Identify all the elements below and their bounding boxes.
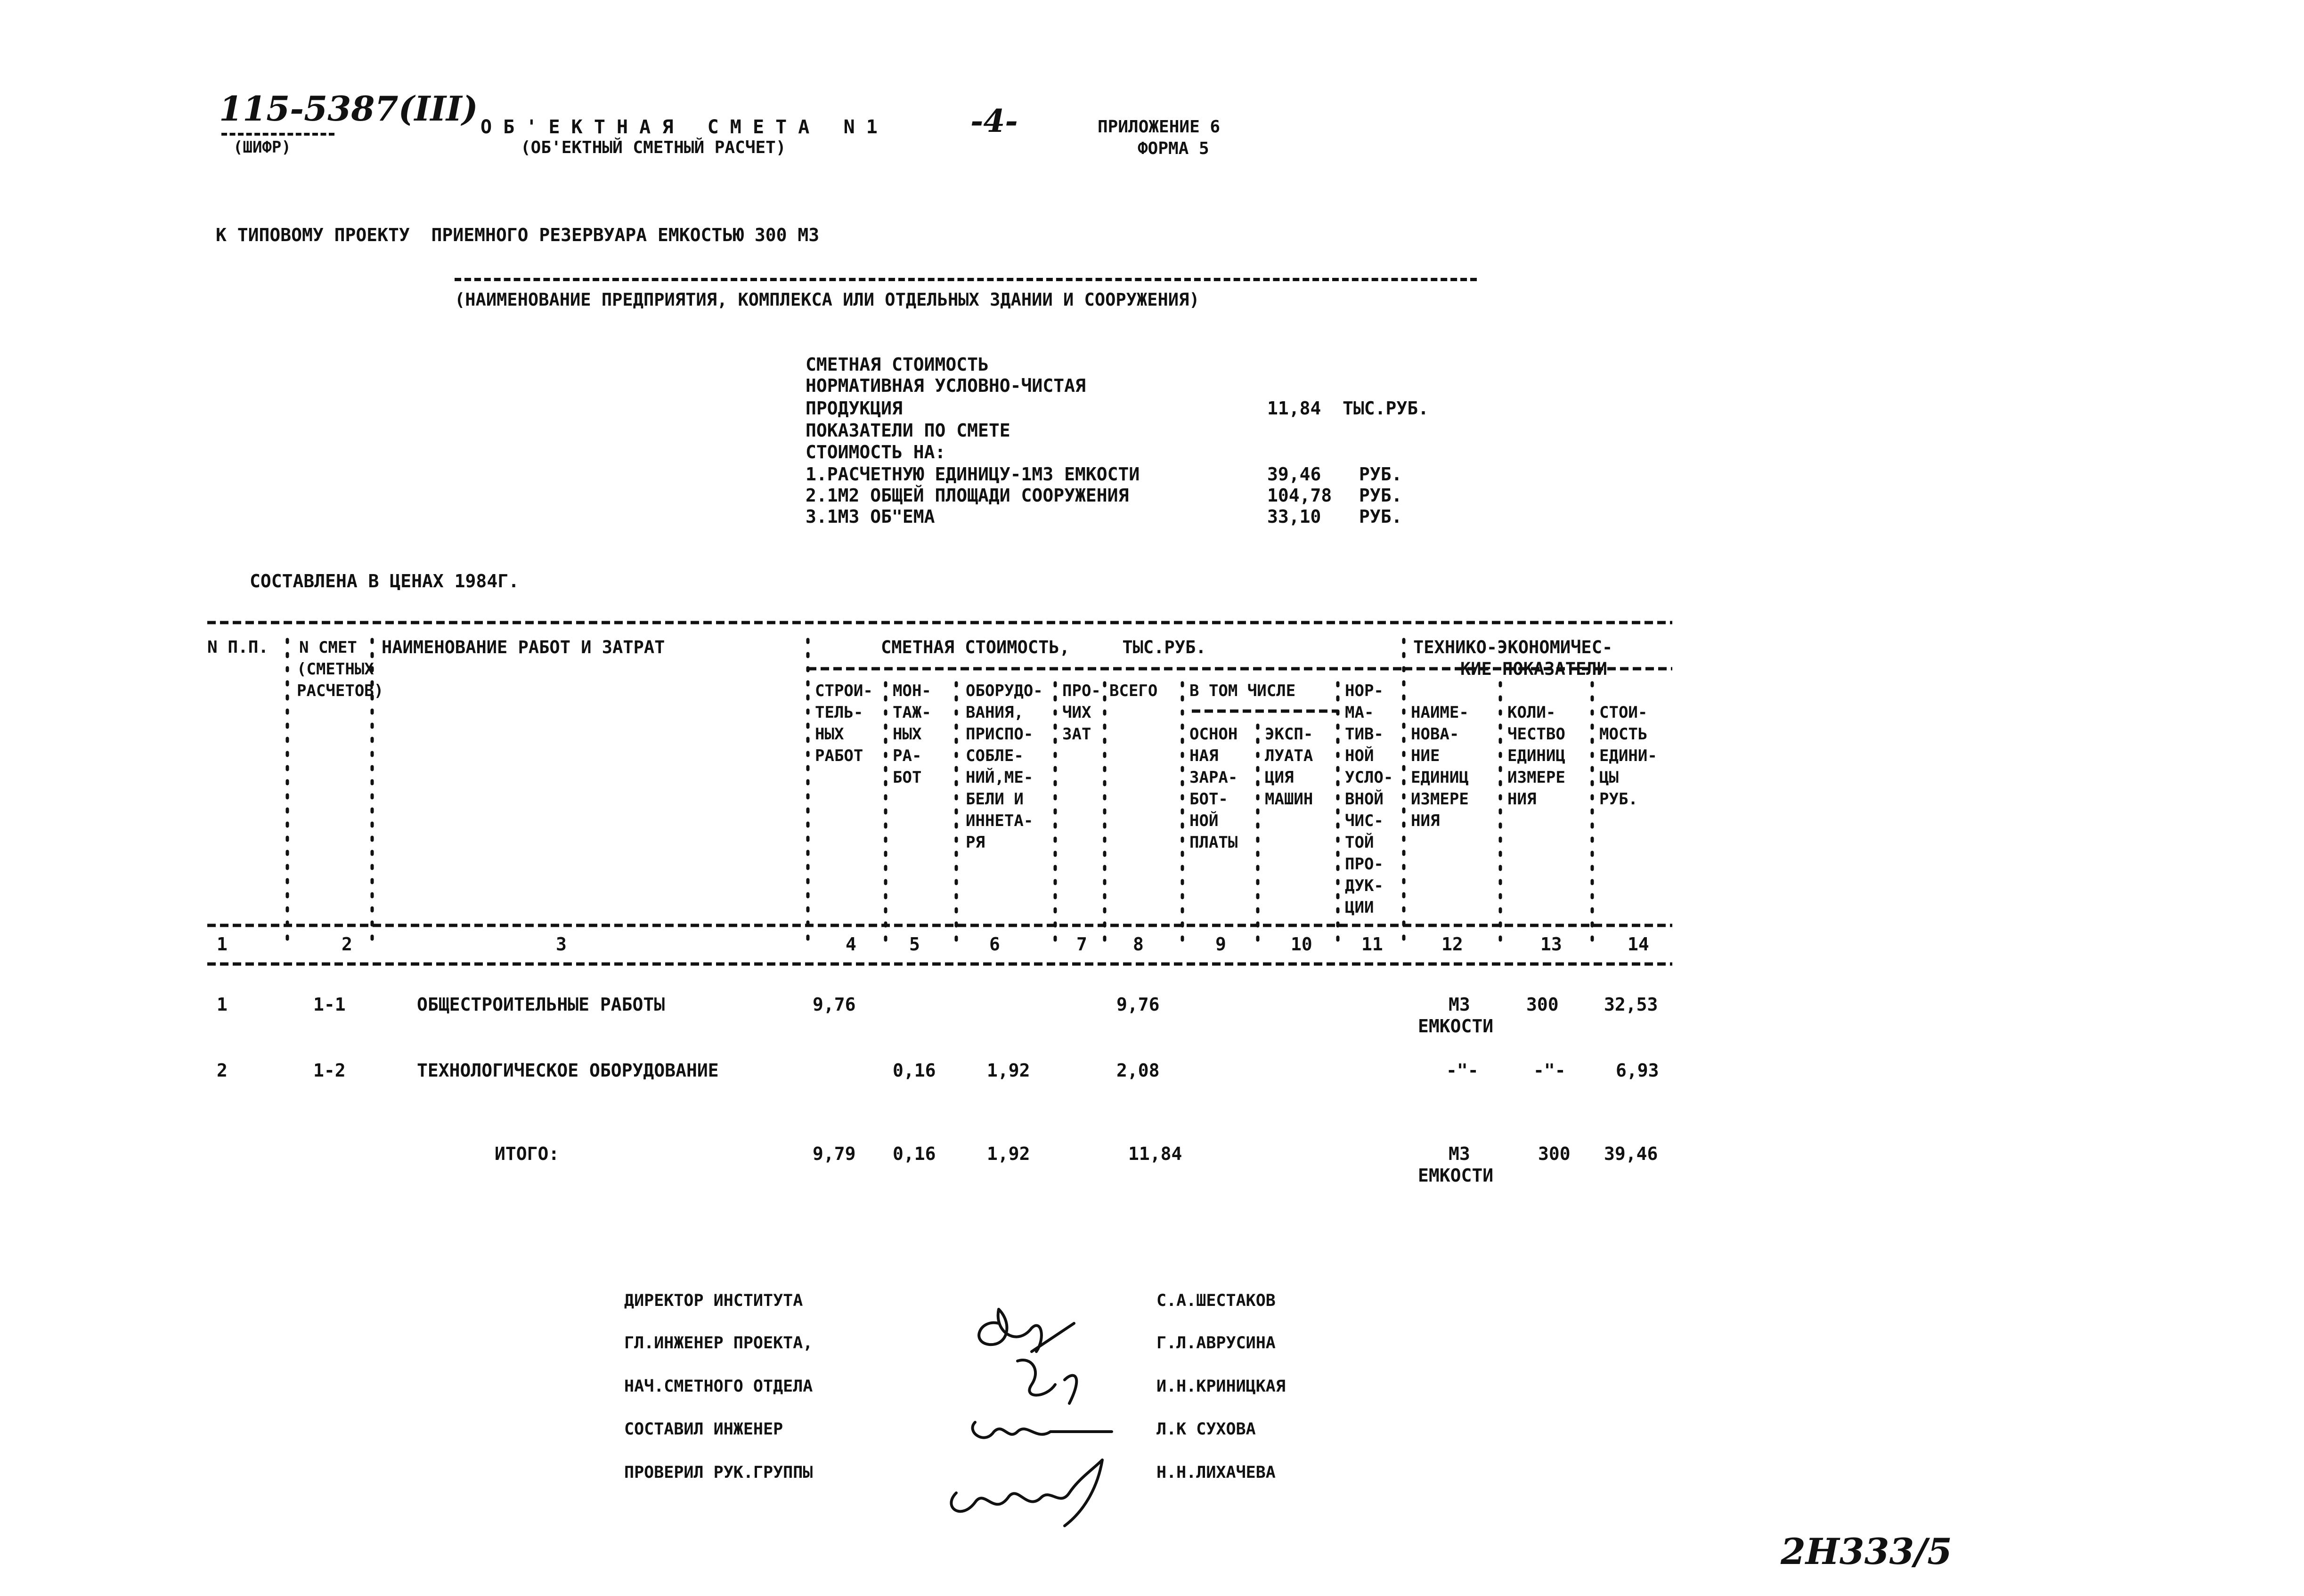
row-num: 2 bbox=[217, 1060, 228, 1081]
row-cost: 32,53 bbox=[1604, 994, 1658, 1015]
header-equipment: БЕЛИ И bbox=[966, 790, 1024, 809]
header-smeta: РАСЧЕТОВ) bbox=[297, 681, 384, 700]
header-equipment: СОБЛЕ- bbox=[966, 746, 1024, 765]
header-unit-name: НАИМЕ- bbox=[1411, 703, 1469, 722]
header-basic-pay: ПЛАТЫ bbox=[1189, 833, 1238, 852]
summary-line: НОРМАТИВНАЯ УСЛОВНО-ЧИСТАЯ bbox=[806, 375, 1086, 396]
enterprise-caption: (НАИМЕНОВАНИЕ ПРЕДПРИЯТИЯ, КОМПЛЕКСА ИЛИ ОТДЕЛЬНЫХ ЗДАНИИ И СООРУЖЕНИЯ) bbox=[455, 290, 1200, 310]
header-quantity: КОЛИ- bbox=[1507, 703, 1556, 722]
row-cost: 6,93 bbox=[1616, 1060, 1659, 1081]
signature-director bbox=[979, 1309, 1074, 1352]
header-unit-cost: ЦЫ bbox=[1599, 768, 1619, 787]
column-number: 8 bbox=[1133, 934, 1144, 955]
signature-chief-engineer bbox=[1018, 1360, 1076, 1403]
column-number: 5 bbox=[909, 934, 920, 955]
header-smeta: (СМЕТНЫХ bbox=[297, 660, 374, 679]
column-number: 4 bbox=[846, 934, 856, 955]
header-operation: ЛУАТА bbox=[1265, 746, 1313, 765]
header-installation: НЫХ bbox=[893, 725, 922, 744]
total-total: 11,84 bbox=[1128, 1143, 1182, 1164]
indicator-unit: РУБ. bbox=[1359, 485, 1402, 506]
row-total: 2,08 bbox=[1116, 1060, 1160, 1081]
indicator-value: 33,10 bbox=[1267, 506, 1321, 527]
total-qty: 300 bbox=[1538, 1143, 1571, 1164]
header-equipment: ИННЕТА- bbox=[966, 811, 1034, 830]
header-equipment: ВАНИЯ, bbox=[966, 703, 1024, 722]
header-unit-cost: МОСТЬ bbox=[1599, 725, 1648, 744]
summary-line: СТОИМОСТЬ НА: bbox=[806, 442, 946, 462]
page-number: -4- bbox=[970, 103, 1018, 139]
header-unit-name: ЕДИНИЦ bbox=[1411, 768, 1469, 787]
row-name: ОБЩЕСТРОИТЕЛЬНЫЕ РАБОТЫ bbox=[417, 994, 665, 1015]
product-unit: ТЫС.РУБ. bbox=[1343, 398, 1429, 419]
handwritten-signatures bbox=[923, 1290, 1168, 1535]
total-installation: 0,16 bbox=[893, 1143, 936, 1164]
indicator-label: 1.РАСЧЕТНУЮ ЕДИНИЦУ-1М3 ЕМКОСТИ bbox=[806, 464, 1140, 485]
row-installation: 0,16 bbox=[893, 1060, 936, 1081]
column-number: 13 bbox=[1540, 934, 1562, 955]
signature-role: ДИРЕКТОР ИНСТИТУТА bbox=[624, 1291, 803, 1310]
column-number: 14 bbox=[1628, 934, 1649, 955]
column-number: 9 bbox=[1215, 934, 1226, 955]
header-unit-name: НИЕ bbox=[1411, 746, 1440, 765]
header-installation: МОН- bbox=[893, 681, 931, 700]
column-number: 11 bbox=[1361, 934, 1383, 955]
header-name: НАИМЕНОВАНИЕ РАБОТ И ЗАТРАТ bbox=[382, 637, 665, 657]
header-basic-pay: ЗАРА- bbox=[1189, 768, 1238, 787]
header-construction: РАБОТ bbox=[815, 746, 863, 765]
header-cost-group: СМЕТНАЯ СТОИМОСТЬ, ТЫС.РУБ. bbox=[881, 637, 1206, 657]
header-norm-product: ЦИИ bbox=[1345, 898, 1374, 917]
document-title: О Б ' Е К Т Н А Я С М Е Т А N 1 bbox=[480, 116, 878, 138]
header-tech-group: ТЕХНИКО-ЭКОНОМИЧЕС- bbox=[1413, 637, 1613, 657]
row-num: 1 bbox=[217, 994, 228, 1015]
header-equipment: РЯ bbox=[966, 833, 985, 852]
row-unit-2: ЕМКОСТИ bbox=[1418, 1016, 1494, 1037]
form-label: ФОРМА 5 bbox=[1138, 139, 1209, 158]
row-total: 9,76 bbox=[1116, 994, 1160, 1015]
row-smeta: 1-1 bbox=[313, 994, 346, 1015]
header-norm-product: ТОЙ bbox=[1345, 833, 1374, 852]
estimate-table bbox=[207, 617, 1672, 1239]
row-qty: -"- bbox=[1533, 1060, 1566, 1081]
header-unit-name: НОВА- bbox=[1411, 725, 1459, 744]
summary-line: ПРОДУКЦИЯ bbox=[806, 398, 903, 419]
cipher-underline bbox=[221, 133, 334, 136]
header-operation: ЦИЯ bbox=[1265, 768, 1294, 787]
indicator-label: 2.1М2 ОБЩЕЙ ПЛОЩАДИ СООРУЖЕНИЯ bbox=[806, 485, 1129, 506]
total-cost: 39,46 bbox=[1604, 1143, 1658, 1164]
row-smeta: 1-2 bbox=[313, 1060, 346, 1081]
signature-name: Л.К СУХОВА bbox=[1156, 1420, 1256, 1439]
summary-line: ПОКАЗАТЕЛИ ПО СМЕТЕ bbox=[806, 420, 1010, 441]
header-basic-pay: БОТ- bbox=[1189, 790, 1228, 809]
project-line: К ТИПОВОМУ ПРОЕКТУ ПРИЕМНОГО РЕЗЕРВУАРА ЕМКОСТЬЮ 300 М3 bbox=[216, 225, 820, 245]
enterprise-underline bbox=[455, 278, 1477, 281]
header-quantity: ЧЕСТВО bbox=[1507, 725, 1565, 744]
row-unit: М3 bbox=[1449, 994, 1470, 1015]
header-norm-product: ЧИС- bbox=[1345, 811, 1384, 830]
prices-note: СОСТАВЛЕНА В ЦЕНАХ 1984Г. bbox=[250, 571, 519, 591]
row-equipment: 1,92 bbox=[987, 1060, 1030, 1081]
header-norm-product: ДУК- bbox=[1345, 876, 1384, 895]
signature-name: Н.Н.ЛИХАЧЕВА bbox=[1156, 1463, 1276, 1482]
row-qty: 300 bbox=[1526, 994, 1559, 1015]
cipher-label: (ШИФР) bbox=[233, 138, 291, 157]
header-equipment: ОБОРУДО- bbox=[966, 681, 1043, 700]
header-norm-product: УСЛО- bbox=[1345, 768, 1393, 787]
header-unit-name: НИЯ bbox=[1411, 811, 1440, 830]
row-construction: 9,76 bbox=[813, 994, 856, 1015]
column-number: 7 bbox=[1076, 934, 1087, 955]
document-subtitle: (ОБ'ЕКТНЫЙ СМЕТНЫЙ РАСЧЕТ) bbox=[521, 138, 786, 157]
archive-mark: 2Н333/5 bbox=[1781, 1531, 1952, 1572]
header-unit-cost: РУБ. bbox=[1599, 790, 1638, 809]
header-operation: МАШИН bbox=[1265, 790, 1313, 809]
signature-name: С.А.ШЕСТАКОВ bbox=[1156, 1291, 1276, 1310]
product-value: 11,84 bbox=[1267, 398, 1321, 419]
header-construction: ТЕЛЬ- bbox=[815, 703, 863, 722]
column-number: 2 bbox=[342, 934, 352, 955]
signature-role: СОСТАВИЛ ИНЖЕНЕР bbox=[624, 1420, 783, 1439]
signature-name: Г.Л.АВРУСИНА bbox=[1156, 1334, 1276, 1353]
total-label: ИТОГО: bbox=[495, 1143, 560, 1164]
header-smeta: N СМЕТ bbox=[299, 638, 357, 657]
indicator-value: 104,78 bbox=[1267, 485, 1332, 506]
header-norm-product: МА- bbox=[1345, 703, 1374, 722]
header-construction: СТРОИ- bbox=[815, 681, 873, 700]
header-equipment: НИЙ,МЕ- bbox=[966, 768, 1034, 787]
cipher-code: 115-5387(III) bbox=[219, 89, 478, 129]
signature-group-head bbox=[951, 1460, 1102, 1526]
indicator-unit: РУБ. bbox=[1359, 506, 1402, 527]
header-norm-product: НОР- bbox=[1345, 681, 1384, 700]
header-norm-product: ПРО- bbox=[1345, 855, 1384, 874]
signature-role: ПРОВЕРИЛ РУК.ГРУППЫ bbox=[624, 1463, 813, 1482]
header-basic-pay: НОЙ bbox=[1189, 811, 1219, 830]
header-incl: В ТОМ ЧИСЛЕ bbox=[1189, 681, 1296, 700]
header-installation: БОТ bbox=[893, 768, 922, 787]
column-number: 10 bbox=[1291, 934, 1312, 955]
indicator-label: 3.1М3 ОБ"ЕМА bbox=[806, 506, 935, 527]
header-other: ЧИХ bbox=[1062, 703, 1091, 722]
row-name: ТЕХНОЛОГИЧЕСКОЕ ОБОРУДОВАНИЕ bbox=[417, 1060, 719, 1081]
header-unit-name: ИЗМЕРЕ bbox=[1411, 790, 1469, 809]
header-basic-pay: НАЯ bbox=[1189, 746, 1219, 765]
total-equipment: 1,92 bbox=[987, 1143, 1030, 1164]
row-unit: -"- bbox=[1446, 1060, 1479, 1081]
appendix-label: ПРИЛОЖЕНИЕ 6 bbox=[1098, 117, 1221, 137]
column-number: 6 bbox=[989, 934, 1000, 955]
indicator-unit: РУБ. bbox=[1359, 464, 1402, 485]
column-number: 3 bbox=[556, 934, 567, 955]
signature-role: ГЛ.ИНЖЕНЕР ПРОЕКТА, bbox=[624, 1334, 813, 1353]
signature-role: НАЧ.СМЕТНОГО ОТДЕЛА bbox=[624, 1377, 813, 1396]
header-tech-group: КИЕ ПОКАЗАТЕЛИ bbox=[1460, 659, 1607, 679]
header-installation: РА- bbox=[893, 746, 922, 765]
header-norm-product: НОЙ bbox=[1345, 746, 1374, 765]
total-unit: М3 bbox=[1449, 1143, 1470, 1164]
total-unit-2: ЕМКОСТИ bbox=[1418, 1165, 1494, 1186]
summary-line: СМЕТНАЯ СТОИМОСТЬ bbox=[806, 354, 989, 375]
header-unit-cost: ЕДИНИ- bbox=[1599, 746, 1657, 765]
header-installation: ТАЖ- bbox=[893, 703, 931, 722]
header-basic-pay: ОСНОН bbox=[1189, 725, 1238, 744]
column-number: 1 bbox=[217, 934, 228, 955]
header-quantity: НИЯ bbox=[1507, 790, 1537, 809]
header-other: ПРО- bbox=[1062, 681, 1101, 700]
header-norm-product: ВНОЙ bbox=[1345, 790, 1384, 809]
signature-estimator bbox=[973, 1422, 1112, 1438]
column-number: 12 bbox=[1441, 934, 1463, 955]
header-total: ВСЕГО bbox=[1109, 681, 1158, 700]
header-num: N П.П. bbox=[207, 638, 269, 657]
header-other: ЗАТ bbox=[1062, 725, 1091, 744]
header-norm-product: ТИВ- bbox=[1345, 725, 1384, 744]
signature-name: И.Н.КРИНИЦКАЯ bbox=[1156, 1377, 1286, 1396]
header-operation: ЭКСП- bbox=[1265, 725, 1313, 744]
header-quantity: ЕДИНИЦ bbox=[1507, 746, 1565, 765]
total-construction: 9,79 bbox=[813, 1143, 856, 1164]
header-construction: НЫХ bbox=[815, 725, 844, 744]
header-equipment: ПРИСПО- bbox=[966, 725, 1034, 744]
header-quantity: ИЗМЕРЕ bbox=[1507, 768, 1565, 787]
indicator-value: 39,46 bbox=[1267, 464, 1321, 485]
header-unit-cost: СТОИ- bbox=[1599, 703, 1648, 722]
